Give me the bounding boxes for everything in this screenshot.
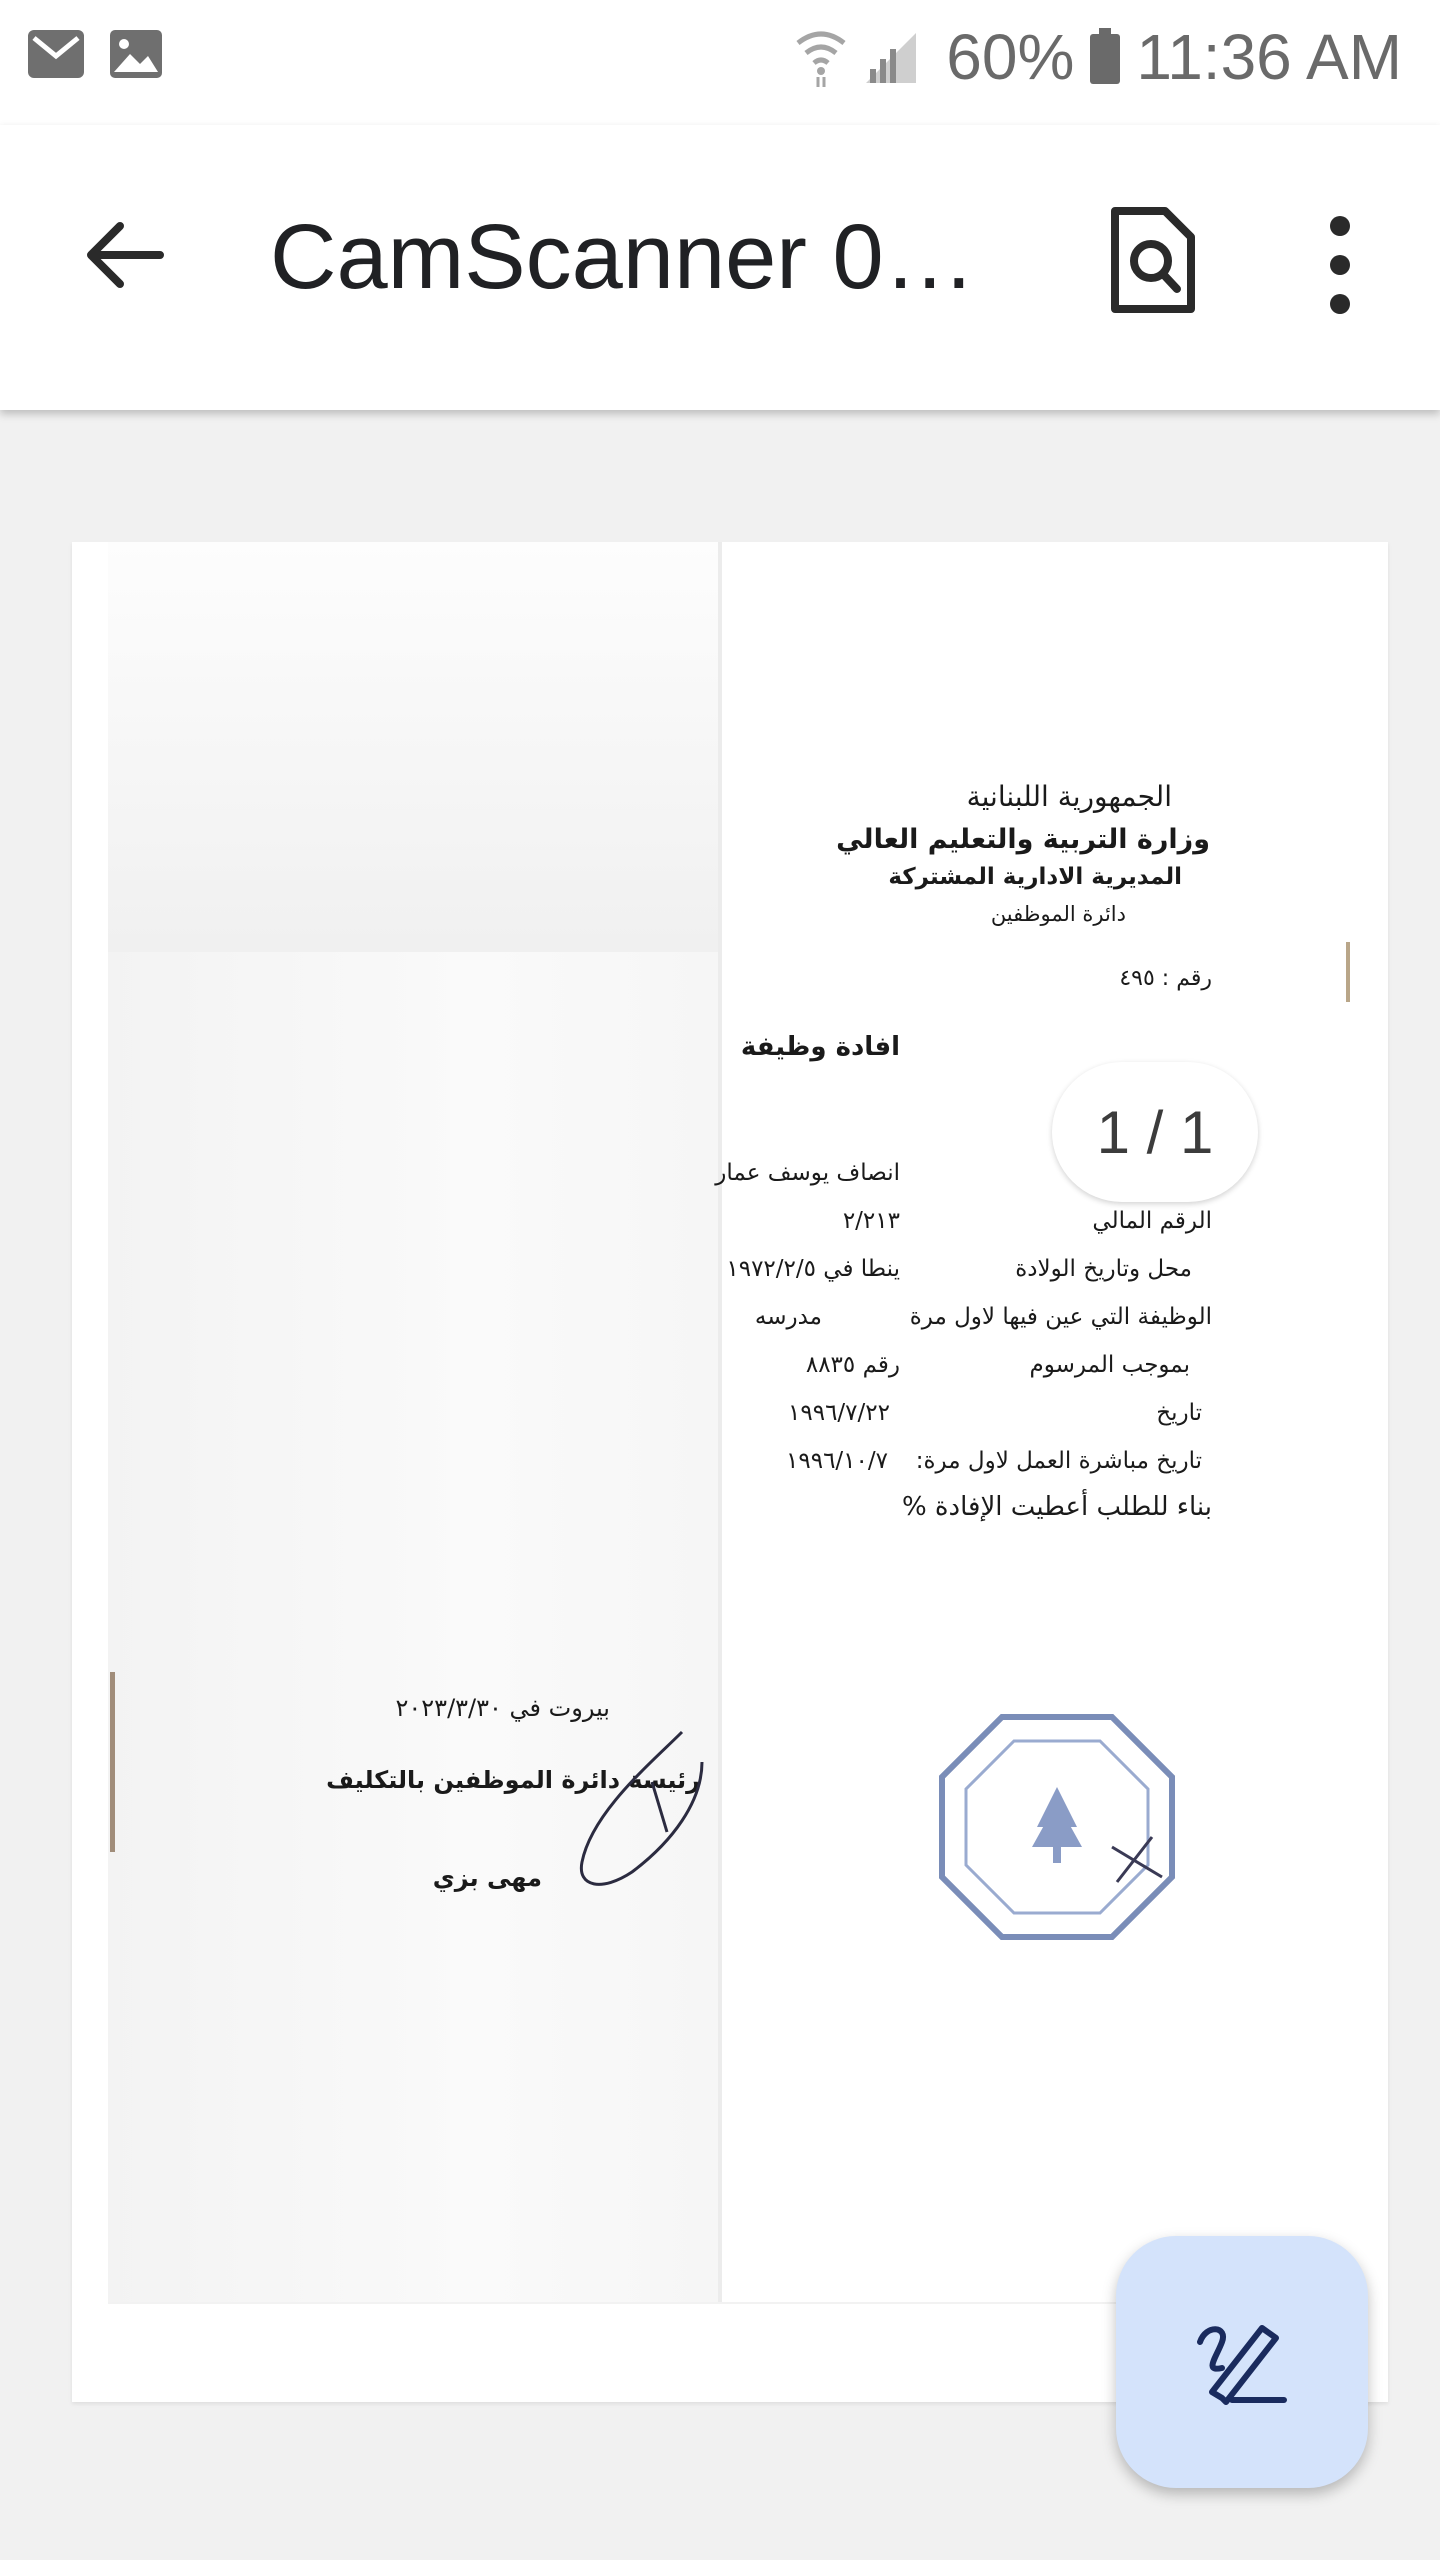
find-in-document-button[interactable] (1105, 205, 1201, 315)
page-indicator: 1 / 1 (1052, 1062, 1258, 1202)
doc-subject: افادة وظيفة (740, 1032, 900, 1062)
doc-header-line: الجمهورية اللبنانية (966, 780, 1172, 813)
handwritten-signature (532, 1722, 792, 1902)
doc-header-line: دائرة الموظفين (990, 902, 1126, 926)
wifi-icon (794, 27, 848, 87)
edit-fab-button[interactable] (1116, 2236, 1368, 2488)
status-indicators (794, 20, 1402, 94)
notification-icons (26, 28, 164, 80)
doc-place-date: بيروت في ٢٠٢٣/٣/٣٠ (395, 1694, 610, 1722)
arrow-back-icon (80, 210, 170, 300)
gallery-icon (108, 28, 164, 80)
battery-icon (1088, 28, 1122, 86)
battery-percent: 60% (946, 21, 1075, 93)
doc-row-value: ١٩٩٦/١٠/٧ (786, 1448, 888, 1474)
doc-header-line: المديرية الادارية المشتركة (888, 864, 1182, 890)
app-bar (0, 125, 1440, 410)
doc-reference-number: رقم : ٤٩٥ (1119, 966, 1212, 991)
document-search-icon (1105, 205, 1201, 315)
doc-header-line: وزارة التربية والتعليم العالي (836, 824, 1210, 855)
doc-closing-line: بناء للطلب أعطيت الإفادة % (901, 1492, 1212, 1522)
doc-row-value: رقم ٨٨٣٥ (805, 1352, 900, 1378)
doc-row-label: الوظيفة التي عين فيها لاول مرة (909, 1304, 1212, 1330)
doc-row-value: ١٩٩٦/٧/٢٢ (788, 1400, 890, 1426)
doc-row-value: ٢/٢١٣ (842, 1208, 900, 1234)
scan-fold-line (718, 542, 722, 2302)
signal-icon (862, 29, 920, 85)
back-button[interactable] (80, 210, 170, 300)
doc-row-label: محل وتاريخ الولادة (1015, 1256, 1192, 1282)
doc-row-value: انصاف يوسف عمار (715, 1160, 900, 1186)
doc-row-label: الرقم المالي (1092, 1208, 1212, 1234)
document-title: CamScanner 0… (270, 206, 976, 308)
scan-edge-mark (1346, 942, 1350, 1002)
status-bar (0, 0, 1440, 125)
more-options-button[interactable] (1312, 210, 1368, 320)
gmail-icon (26, 28, 86, 80)
more-vert-icon (1312, 210, 1368, 320)
doc-row-label: بموجب المرسوم (1029, 1352, 1190, 1378)
doc-signatory-title: رئيسة دائرة الموظفين بالتكليف (326, 1766, 700, 1794)
clock: 11:36 AM (1136, 21, 1402, 93)
official-stamp (932, 1707, 1182, 1947)
scan-fold-shadow (108, 542, 718, 952)
doc-row-label: تاريخ (1156, 1400, 1202, 1426)
doc-row-value: ينطا في ١٩٧٢/٢/٥ (726, 1256, 900, 1282)
document-page[interactable] (72, 542, 1388, 2402)
doc-row-value: مدرسه (754, 1304, 822, 1330)
doc-row-label: تاريخ مباشرة العمل لاول مرة: (915, 1448, 1202, 1474)
edit-pen-icon (1192, 2312, 1292, 2412)
doc-signatory-name: مهى بزي (432, 1864, 542, 1892)
scan-edge-mark (110, 1672, 115, 1852)
